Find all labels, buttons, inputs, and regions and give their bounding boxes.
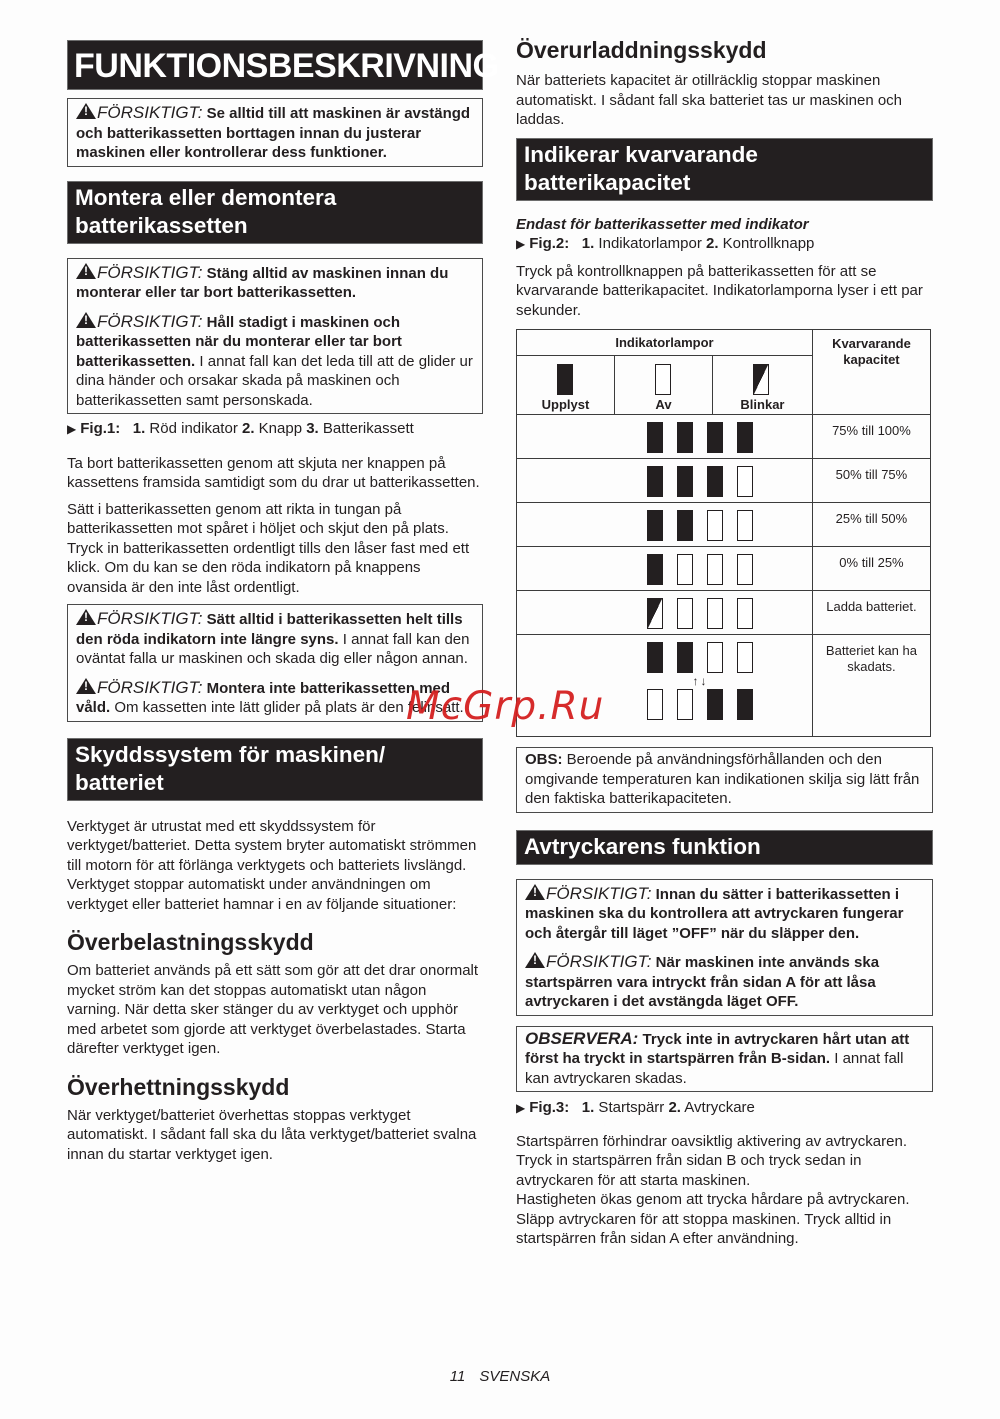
triangle-right-icon: ▶ [67,422,77,436]
subsection-title-overdischarge: Överurladdningsskydd [516,37,767,63]
lamp-on-icon [647,466,663,497]
fig-item-num: 2. [241,420,255,437]
table-row [517,459,931,503]
caution-label: FÖRSIKTIGT: [97,677,203,697]
legend-label: Blinkar [740,397,785,412]
paragraph-overheat: När verktyget/batteriet överhettas stoppas verktyget automatiskt. I sådant fall ska du låta verktyget/batteriet svalna innan du startar verktyget igen. [67,1106,477,1163]
capacity-value: 0% till 25% [812,547,930,591]
warning-icon [76,678,96,694]
fig-label: Fig.3: [529,1099,570,1116]
notice-text: Tryck inte in avtryckaren hårt utan att först ha tryckt in startspärren från B-sidan. [525,1030,910,1067]
caution-label: FÖRSIKTIGT: [97,262,203,282]
table-row [517,547,931,591]
table-row [517,415,931,459]
fig-item-num: 1. [581,235,595,252]
note-box-obs [516,747,933,813]
caution-box-intro [67,98,483,167]
legend-blink [713,356,813,415]
caution-box-insert [67,604,483,722]
table-header-capacity: Kvarvarande kapacitet [812,330,930,415]
section-title-protection: Skyddssystem för maskinen/ batteriet [67,738,483,801]
lamp-on-icon [677,642,693,673]
fig-label: Fig.2: [529,235,570,252]
caution-text: Se alltid till att maskinen är avstängd och batterikassetten borttagen innan du justerar maskinen eller kontrollerar dess funktioner. [76,105,471,161]
page-title: FUNKTIONSBESKRIVNING [67,40,483,90]
lamp-on-icon [707,422,723,453]
caution-text: Sätt alltid i batterikassetten helt tills den röda indikatorn inte längre syns. [76,611,463,648]
figure-reference-2 [516,234,933,255]
paragraph-insert: Sätt i batterikassetten genom att rikta in tungan på batterikassetten mot spåret i höljet och skjut den på plats. Tryck in batterikassetten ordentligt tills den låser fast med ett klick. Om du kan se den röda indikatorn på knappens ovansida är den inte låst ordentligt. [67,500,470,596]
lamp-on-icon [737,422,753,453]
lamp-on-icon [707,466,723,497]
notice-label: OBSERVERA: [525,1028,639,1048]
caution-label: FÖRSIKTIGT: [546,883,652,903]
fig-item-num: 1. [132,420,146,437]
legend-on [517,356,615,415]
capacity-value: 50% till 75% [812,459,930,503]
lamps-cell [517,547,813,591]
lamp-off-icon [647,689,663,720]
note-text: Beroende på användningsförhållanden och den omgivande temperaturen kan indikationen skilja sig lätt från den faktiska batterikapaciteten. [525,751,920,807]
caution-box-trigger [516,879,933,1016]
lamp-on-icon [737,689,753,720]
fig-item-num: 2. [705,235,719,252]
fig-item-text: Avtryckare [680,1099,755,1116]
alternating-arrows-icon: ↑↓ [692,674,709,688]
lamps-cell [517,591,813,635]
lamp-on-icon [647,642,663,673]
section-title-trigger: Avtryckarens funktion [516,830,933,865]
lamp-off-icon [737,466,753,497]
caution-text: När maskinen inte används ska startspärren vara intryckt från sidan A för att låsa avtryckaren i det avstängda läget OFF. [525,954,880,1010]
lamp-on-icon [647,422,663,453]
caution-text-normal: I annat fall kan den oväntat falla ur maskinen och skada dig eller någon annan. [76,630,470,667]
fig-item-num: 1. [581,1099,595,1116]
fig-item-text: Indikatorlampor [594,235,706,252]
lamp-on-icon [677,422,693,453]
paragraph-remove: Ta bort batterikassetten genom att skjuta ner knappen på kassettens framsida samtidigt som du drar ut batterikassetten. [67,454,480,491]
fig-item-text: Röd indikator [145,420,242,437]
caution-label: FÖRSIKTIGT: [97,311,203,331]
notice-box-observera [516,1026,933,1093]
lamp-off-icon [737,554,753,585]
lamp-off-icon [655,364,671,395]
lamp-on-icon [707,689,723,720]
language-label: SVENSKA [479,1368,551,1385]
lamp-off-icon [707,510,723,541]
only-for-note: Endast för batterikassetter med indikator [516,215,809,233]
caution-box-mount [67,258,483,415]
caution-text-normal: I annat fall kan det leda till att de glider ur dina händer och orsakar skada på maskinen och batterikassetten samt personskada. [76,352,473,409]
lamp-blink-icon [753,364,769,395]
lamps-cell [517,415,813,459]
lamp-off-icon [737,510,753,541]
warning-icon [76,263,96,279]
paragraph-overload: Om batteriet används på ett sätt som gör att det drar onormalt mycket ström kan det stoppas automatiskt utan någon varning. När detta sker stänger du av verktyget och upphör med arbetet som gjorde att verktyget överbelastades. Starta därefter verktyget igen. [67,962,479,1057]
lamp-on-icon [647,510,663,541]
caution-text: Håll stadigt i maskinen och batterikassetten när du monterar eller tar bort batterikassetten. [76,313,402,370]
notice-text-normal: I annat fall kan avtryckaren skadas. [525,1050,904,1087]
lamp-on-icon [677,510,693,541]
lamp-off-icon [707,554,723,585]
lamp-on-icon [557,364,573,395]
fig-label: Fig.1: [80,420,121,437]
section-title-capacity: Indikerar kvarvarande batterikapacitet [516,138,933,201]
triangle-right-icon: ▶ [516,237,526,251]
figure-reference-3 [516,1098,933,1119]
page-footer [0,1368,1000,1385]
lamp-off-icon [737,642,753,673]
lamps-cell [517,503,813,547]
lamps-cell [517,459,813,503]
lamp-off-icon [677,689,693,720]
warning-icon [76,103,96,119]
caution-text: Innan du sätter i batterikassetten i maskinen ska du kontrollera att avtryckaren fungerar och återgår till läget ”OFF” när du släpper den. [525,885,904,942]
fig-item-num: 3. [306,420,319,437]
left-column [67,40,499,1164]
caution-label: FÖRSIKTIGT: [97,609,203,628]
warning-icon [525,884,545,900]
lamp-off-icon [677,598,693,629]
warning-icon [76,609,96,625]
page-number: 11 [449,1368,466,1385]
fig-item-text: Kontrollknapp [718,235,815,252]
lamp-off-icon [707,598,723,629]
lamp-off-icon [737,598,753,629]
fig-item-text: Startspärr [594,1099,669,1116]
paragraph-capacity: Tryck på kontrollknappen på batterikassetten för att se kvarvarande batterikapacitet. Indikatorlamporna lyser i ett par sekunder. [516,262,923,319]
paragraph-lockoff: Startspärren förhindrar oavsiktlig aktivering av avtryckaren. [516,1132,907,1150]
capacity-value: 25% till 50% [812,503,930,547]
caution-label: FÖRSIKTIGT: [97,103,203,122]
watermark: McGrp.Ru [406,684,605,729]
section-title-mount: Montera eller demontera batterikassetten [67,181,483,244]
figure-reference-1 [67,419,483,440]
paragraph-speed: Hastigheten ökas genom att trycka hårdare på avtryckaren. Släpp avtryckaren för att stoppa maskinen. Tryck alltid in startspärren från sidan A efter användning. [516,1191,910,1247]
caution-label: FÖRSIKTIGT: [546,952,652,971]
right-column [516,36,933,1249]
lamp-off-icon [677,554,693,585]
table-row [517,591,931,635]
warning-icon [525,952,545,968]
legend-label: Upplyst [541,397,590,412]
caution-text: Stäng alltid av maskinen innan du monterar eller tar bort batterikassetten. [76,264,449,301]
paragraph-start: Tryck in startspärren från sidan B och tryck sedan in avtryckaren för att starta maskinen. [516,1152,862,1189]
lamp-off-icon [707,642,723,673]
legend-off [615,356,713,415]
lamps-cell [517,635,813,737]
note-label: OBS: [525,751,563,768]
capacity-value: Batteriet kan ha skadats. [812,635,930,737]
table-row [517,635,931,737]
caution-text: Montera inte batterikassetten med våld. [76,679,451,716]
paragraph-protection: Verktyget är utrustat med ett skyddssystem för verktyget/batteriet. Detta system bryter automatiskt strömmen till motorn för att förlänga verktygets och batteriets livslängd. Verktyget stoppar automatiskt under användningen om verktyget eller batteriet hamnar i en av följande situationer: [67,817,477,913]
fig-item-text: Batterikassett [318,420,414,437]
table-header-lamps: Indikatorlampor [517,330,813,356]
subsection-title-overheat: Överhettningsskydd [67,1073,290,1100]
paragraph-overdischarge: När batteriets kapacitet är otillräcklig stoppar maskinen automatiskt. I sådant fall ska batteriet tas ur maskinen och laddas. [516,72,903,128]
subsection-title-overload: Överbelastningsskydd [67,929,314,955]
triangle-right-icon: ▶ [516,1101,526,1115]
fig-item-num: 2. [668,1099,681,1116]
capacity-value: Ladda batteriet. [812,591,930,635]
lamp-on-icon [647,554,663,585]
battery-indicator-table [516,329,931,737]
legend-label: Av [655,397,672,412]
caution-text-normal: Om kassetten inte lätt glider på plats är den felinsatt. [110,699,464,716]
table-row [517,503,931,547]
fig-item-text: Knapp [254,420,307,437]
capacity-value: 75% till 100% [812,415,930,459]
lamp-blink-icon [647,598,663,629]
lamp-on-icon [677,466,693,497]
warning-icon [76,312,96,328]
